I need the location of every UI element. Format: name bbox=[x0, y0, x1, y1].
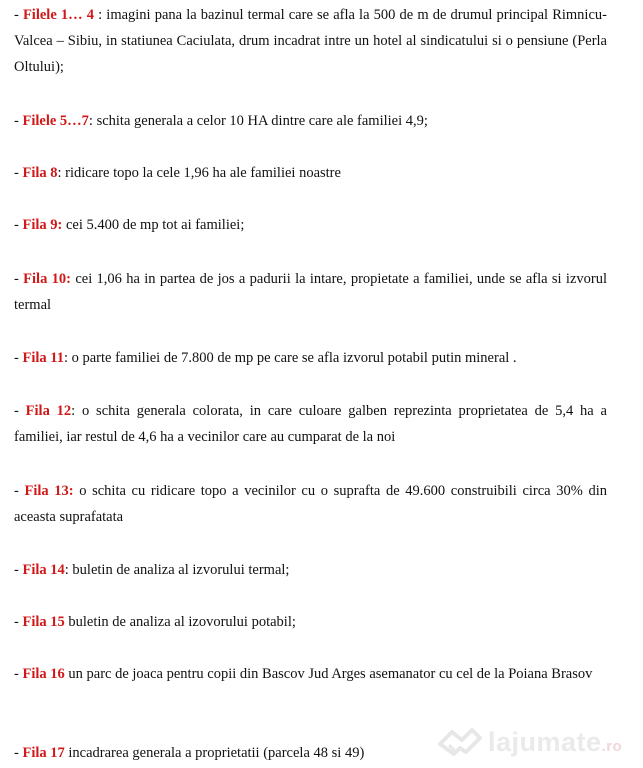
file-label: Filele 5…7 bbox=[22, 113, 89, 129]
file-label: Fila 16 bbox=[22, 666, 65, 682]
list-item: - Fila 15 buletin de analiza al izovorului potabil; bbox=[14, 614, 296, 630]
file-label: Fila 9: bbox=[22, 217, 63, 233]
list-item: - Fila 9: cei 5.400 de mp tot ai familiei; bbox=[14, 217, 245, 233]
item-text: incadrarea generala a proprietatii (parcela 48 si 49) bbox=[64, 745, 365, 761]
file-label: Fila 13: bbox=[24, 483, 74, 499]
list-item: - Filele 5…7: schita generala a celor 10 HA dintre care ale familiei 4,9; bbox=[14, 113, 428, 129]
list-item: - Fila 13: o schita cu ridicare topo a vecinilor cu o suprafta de 49.600 construibili circa 30% din aceasta suprafatata bbox=[14, 483, 607, 525]
item-text: : o parte familiei de 7.800 de mp pe care se afla izvorul potabil putin mineral . bbox=[63, 350, 517, 366]
file-label: Fila 14 bbox=[22, 562, 65, 578]
file-label: Fila 10: bbox=[23, 271, 71, 287]
file-label: Fila 15 bbox=[22, 614, 65, 630]
file-label: Filele 1… 4 bbox=[22, 7, 95, 23]
item-text: buletin de analiza al izovorului potabil; bbox=[64, 614, 296, 630]
item-text: o schita cu ridicare topo a vecinilor cu o suprafta de 49.600 construibili circa 30% din aceasta suprafatata bbox=[14, 483, 607, 525]
list-item: - Fila 11: o parte familiei de 7.800 de mp pe care se afla izvorul potabil putin mineral . bbox=[14, 350, 517, 366]
item-text: cei 1,06 ha in partea de jos a padurii la intare, propietate a familiei, unde se afla si izvorul termal bbox=[14, 271, 607, 313]
file-label: Fila 11 bbox=[22, 350, 64, 366]
watermark-suffix: .ro bbox=[601, 738, 623, 755]
item-text: cei 5.400 de mp tot ai familiei; bbox=[62, 217, 245, 233]
file-label: Fila 12 bbox=[25, 403, 72, 419]
list-item: - Filele 1… 4 : imagini pana la bazinul termal care se afla la 500 de m de drumul principal Rimnicu- Valcea – Sibiu, in statiunea Caciulata, drum incadrat intre un hotel al sindicatului si o pensiune (Perla Oltului); bbox=[14, 7, 607, 75]
item-text: : ridicare topo la cele 1,96 ha ale familiei noastre bbox=[57, 165, 341, 181]
list-item: - Fila 8: ridicare topo la cele 1,96 ha ale familiei noastre bbox=[14, 165, 341, 181]
list-item: - Fila 16 un parc de joaca pentru copii din Bascov Jud Arges asemanator cu cel de la Poiana Brasov bbox=[14, 666, 593, 682]
item-text: : schita generala a celor 10 HA dintre care ale familiei 4,9; bbox=[88, 113, 428, 129]
watermark-brand: lajumate bbox=[488, 727, 602, 757]
item-text: un parc de joaca pentru copii din Bascov Jud Arges asemanator cu cel de la Poiana Brasov bbox=[64, 666, 593, 682]
list-item: - Fila 12: o schita generala colorata, in care culoare galben reprezinta proprietatea de 5,4 ha a familiei, iar restul de 4,6 ha a vecinilor care au cumparat de la noi bbox=[14, 403, 607, 445]
list-item: - Fila 10: cei 1,06 ha in partea de jos a padurii la intare, propietate a familiei, unde se afla si izvorul termal bbox=[14, 271, 607, 313]
item-text: : buletin de analiza al izvorului termal; bbox=[64, 562, 290, 578]
file-label: Fila 17 bbox=[22, 745, 65, 761]
list-item: - Fila 14: buletin de analiza al izvorului termal; bbox=[14, 562, 290, 578]
hand-shake-icon bbox=[436, 722, 484, 762]
list-item: - Fila 17 incadrarea generala a proprietatii (parcela 48 si 49) bbox=[14, 745, 365, 761]
item-text: : o schita generala colorata, in care culoare galben reprezinta proprietatea de 5,4 ha a familiei, iar restul de 4,6 ha a vecinilor care au cumparat de la noi bbox=[14, 403, 607, 445]
item-text: : imagini pana la bazinul termal care se afla la 500 de m de drumul principal Rimnicu- Valcea – Sibiu, in statiunea Caciulata, drum incadrat intre un hotel al sindicatului si o pensiune (Perla Oltului); bbox=[14, 7, 607, 75]
lajumate-watermark bbox=[436, 722, 641, 766]
watermark-text bbox=[488, 727, 622, 758]
file-label: Fila 8 bbox=[22, 165, 58, 181]
